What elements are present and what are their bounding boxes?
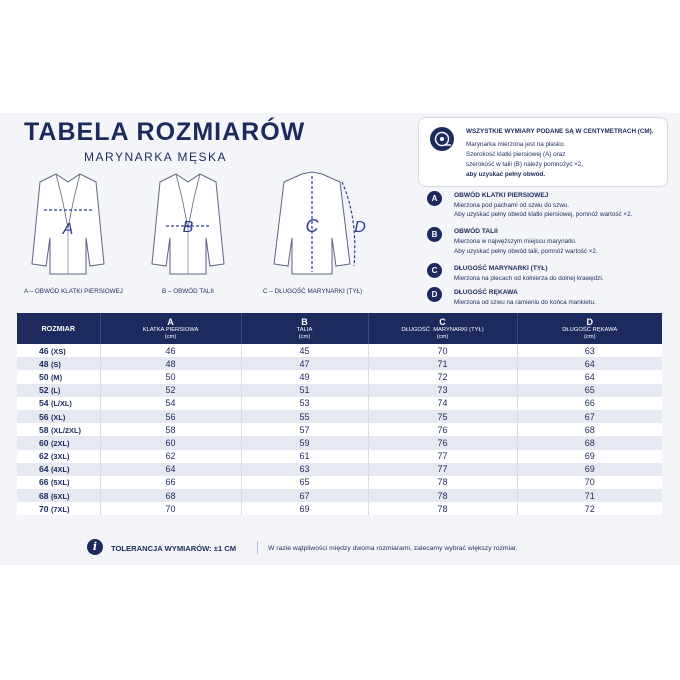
definition-title-chest: OBWÓD KLATKI PIERSIOWEJ (454, 192, 549, 199)
sleeve-cell: 64 (517, 370, 662, 383)
size-number: 70 (39, 503, 49, 514)
size-label: (XL/2XL) (50, 425, 81, 435)
sleeve-cell: 63 (517, 344, 662, 357)
definition-title-length: DŁUGOŚĆ MARYNARKI (TYŁ) (454, 265, 548, 272)
chest-cell: 70 (100, 502, 241, 515)
figure-letter: A (62, 221, 74, 238)
waist-cell: 57 (241, 423, 368, 436)
table-row (17, 436, 662, 449)
table-row (17, 370, 662, 383)
chest-cell: 62 (100, 450, 241, 463)
definition-line: Mierzona w najwęższym miejscu marynarki. (454, 238, 577, 245)
column-header-waist (241, 313, 368, 344)
column-unit: (cm) (583, 333, 596, 340)
waist-cell: 45 (241, 344, 368, 357)
size-number: 68 (39, 490, 49, 501)
length-cell: 76 (368, 436, 517, 449)
size-cell (17, 463, 100, 476)
figure-label-waist: B – OBWÓD TALII (162, 288, 214, 295)
size-label: (L/XL) (50, 399, 72, 409)
table-row (17, 397, 662, 410)
size-label: (XL) (50, 412, 66, 422)
waist-cell: 61 (241, 450, 368, 463)
figure-letter: C (305, 216, 319, 236)
definition-line: Mierzona pod pachami od szwu do szwu. (454, 202, 570, 209)
sleeve-cell: 64 (517, 357, 662, 370)
sleeve-cell: 68 (517, 423, 662, 436)
size-number: 48 (39, 358, 49, 369)
length-cell: 71 (368, 357, 517, 370)
chest-cell: 56 (100, 410, 241, 423)
size-label: (3XL) (50, 452, 70, 462)
size-label: (7XL) (50, 504, 70, 514)
definition-badge-c: C (427, 263, 442, 278)
size-number: 62 (39, 451, 49, 462)
waist-cell: 53 (241, 397, 368, 410)
size-label: (6XL) (50, 491, 70, 501)
size-label: (4XL) (50, 465, 70, 475)
size-label: (5XL) (50, 478, 70, 488)
size-number: 54 (39, 398, 49, 409)
notice-line: szerokość w talii (B) należy pomnożyć ×2, (466, 161, 584, 168)
size-cell (17, 397, 100, 410)
size-cell (17, 423, 100, 436)
size-cell (17, 450, 100, 463)
column-header-length (368, 313, 517, 344)
notice-line: aby uzyskać pełny obwód. (466, 171, 546, 178)
length-cell: 78 (368, 476, 517, 489)
size-number: 50 (39, 371, 49, 382)
length-cell: 77 (368, 463, 517, 476)
sleeve-cell: 72 (517, 502, 662, 515)
definition-line: Mierzona na plecach od kołnierza do dolnej krawędzi. (454, 275, 604, 282)
notice-line: Marynarka mierzona jest na płasko. (466, 141, 566, 148)
table-row (17, 384, 662, 397)
column-header-size: ROZMIAR (17, 313, 100, 344)
chest-cell: 46 (100, 344, 241, 357)
table-row (17, 450, 662, 463)
length-cell: 72 (368, 370, 517, 383)
sleeve-cell: 69 (517, 463, 662, 476)
definition-title-sleeve: DŁUGOŚĆ RĘKAWA (454, 289, 518, 296)
chest-cell: 52 (100, 384, 241, 397)
waist-cell: 55 (241, 410, 368, 423)
table-header-row (17, 313, 662, 344)
length-cell: 78 (368, 489, 517, 502)
sleeve-cell: 68 (517, 436, 662, 449)
size-number: 66 (39, 477, 49, 488)
size-label: (M) (50, 372, 63, 382)
info-icon: i (87, 539, 103, 555)
definition-badge-a: A (427, 191, 442, 206)
size-label: (XS) (50, 346, 66, 356)
jacket-front-chest-figure (28, 168, 108, 280)
sleeve-cell: 67 (517, 410, 662, 423)
chest-cell: 60 (100, 436, 241, 449)
size-cell (17, 370, 100, 383)
waist-cell: 65 (241, 476, 368, 489)
jacket-front-waist-figure (148, 168, 228, 280)
length-cell: 77 (368, 450, 517, 463)
size-cell (17, 410, 100, 423)
size-label: (S) (50, 359, 61, 369)
waist-cell: 51 (241, 384, 368, 397)
waist-cell: 69 (241, 502, 368, 515)
column-unit: (cm) (164, 333, 177, 340)
figure-label-length: C – DŁUGOŚĆ MARYNARKI (TYŁ) (263, 288, 363, 295)
figure-label-chest: A – OBWÓD KLATKI PIERSIOWEJ (24, 288, 123, 295)
waist-cell: 59 (241, 436, 368, 449)
table-row (17, 423, 662, 436)
measurement-notice (418, 117, 668, 187)
notice-title: WSZYSTKIE WYMIARY PODANE SĄ W CENTYMETRACH (CM). (466, 128, 654, 135)
size-cell (17, 502, 100, 515)
size-number: 64 (39, 464, 49, 475)
definition-line: Aby uzyskać pełny obwód klatki piersiowej, pomnóż wartość ×2. (454, 211, 633, 218)
column-letter: C (439, 316, 446, 327)
sleeve-cell: 71 (517, 489, 662, 502)
length-cell: 74 (368, 397, 517, 410)
length-cell: 78 (368, 502, 517, 515)
table-row (17, 502, 662, 515)
definition-badge-b: B (427, 227, 442, 242)
length-cell: 76 (368, 423, 517, 436)
size-cell (17, 489, 100, 502)
table-row (17, 344, 662, 357)
waist-cell: 67 (241, 489, 368, 502)
footer-note: W razie wątpliwości między dwoma rozmiarami, zalecamy wybrać większy rozmiar. (268, 545, 518, 552)
definition-line: Aby uzyskać pełny obwód talii, pomnóż wartość ×2. (454, 248, 598, 255)
length-cell: 70 (368, 344, 517, 357)
page-title: TABELA ROZMIARÓW (24, 118, 306, 146)
column-header-chest (100, 313, 241, 344)
chest-cell: 50 (100, 370, 241, 383)
column-name: DŁUGOŚĆ RĘKAWA (562, 326, 618, 333)
size-number: 52 (39, 385, 49, 396)
sleeve-cell: 69 (517, 450, 662, 463)
column-letter: B (301, 316, 308, 327)
table-row (17, 463, 662, 476)
table-row (17, 410, 662, 423)
size-cell (17, 436, 100, 449)
measuring-tape-icon (430, 127, 454, 151)
sleeve-cell: 66 (517, 397, 662, 410)
chest-cell: 64 (100, 463, 241, 476)
column-unit: (cm) (298, 333, 311, 340)
length-cell: 73 (368, 384, 517, 397)
size-label: (2XL) (50, 438, 70, 448)
column-header-sleeve (517, 313, 662, 344)
definition-line: Mierzona od szwu na ramieniu do końca mankietu. (454, 299, 596, 306)
size-cell (17, 476, 100, 489)
column-name: DŁUGOŚĆ MARYNARKI (TYŁ) (401, 326, 484, 333)
size-number: 60 (39, 437, 49, 448)
chest-cell: 54 (100, 397, 241, 410)
sleeve-cell: 65 (517, 384, 662, 397)
waist-cell: 49 (241, 370, 368, 383)
jacket-back-figure (272, 168, 368, 280)
column-unit: (cm) (436, 333, 449, 340)
size-number: 56 (39, 411, 49, 422)
chest-cell: 66 (100, 476, 241, 489)
column-letter: D (586, 316, 593, 327)
size-number: 58 (39, 424, 49, 435)
figure-letter: D (354, 219, 366, 236)
definition-title-waist: OBWÓD TALII (454, 228, 498, 235)
size-number: 46 (39, 345, 49, 356)
notice-line: Szerokość klatki piersiowej (A) oraz (466, 151, 566, 158)
size-label: (L) (50, 386, 61, 396)
column-name: KLATKA PIERSIOWA (142, 326, 199, 333)
size-cell (17, 357, 100, 370)
table-row (17, 476, 662, 489)
figure-letter: B (182, 219, 194, 236)
chest-cell: 58 (100, 423, 241, 436)
size-table (17, 313, 662, 515)
tolerance-text: TOLERANCJA WYMIARÓW: ±1 CM (111, 544, 237, 553)
table-row (17, 489, 662, 502)
waist-cell: 63 (241, 463, 368, 476)
size-cell (17, 344, 100, 357)
column-letter: A (167, 316, 174, 327)
footer-divider (257, 541, 258, 554)
table-row (17, 357, 662, 370)
chest-cell: 68 (100, 489, 241, 502)
definition-badge-d: D (427, 287, 442, 302)
page-subtitle: MARYNARKA MĘSKA (84, 150, 227, 164)
column-name: TALIA (296, 326, 313, 333)
size-cell (17, 384, 100, 397)
waist-cell: 47 (241, 357, 368, 370)
length-cell: 75 (368, 410, 517, 423)
sleeve-cell: 70 (517, 476, 662, 489)
chest-cell: 48 (100, 357, 241, 370)
